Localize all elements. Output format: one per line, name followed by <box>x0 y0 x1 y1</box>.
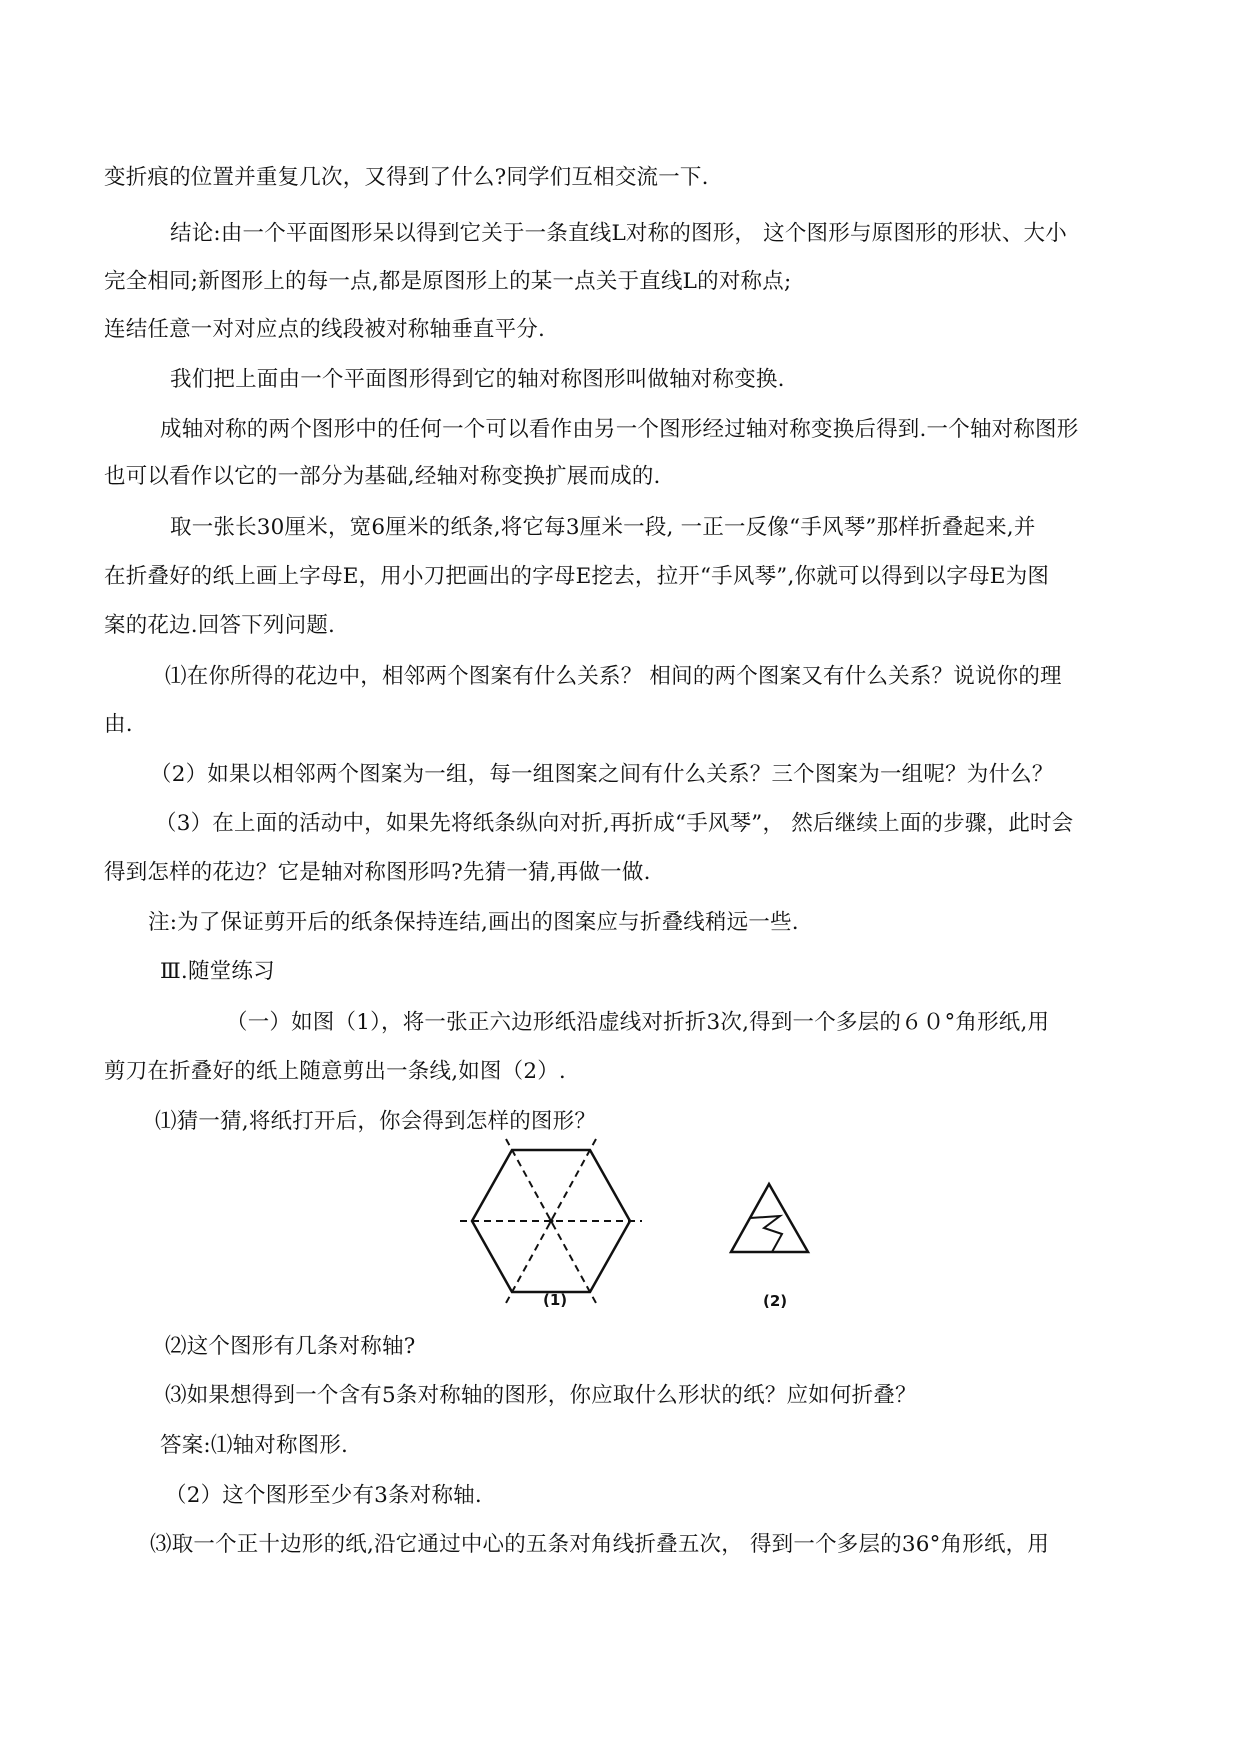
hexagon-center-point <box>549 1219 554 1224</box>
paragraph-line: ⑶如果想得到一个含有5条对称轴的图形，你应取什么形状的纸？应如何折叠？ <box>165 1383 917 1408</box>
paragraph-line: ⑶取一个正十边形的纸,沿它通过中心的五条对角线折叠五次， 得到一个多层的36°角形纸，用 <box>150 1532 1050 1557</box>
paragraph-line: （2）这个图形至少有3条对称轴. <box>165 1483 482 1508</box>
paragraph-line: 答案:⑴轴对称图形. <box>160 1433 349 1458</box>
paragraph-line: 取一张长30厘米，宽6厘米的纸条,将它每3厘米一段, 一正一反像“手风琴”那样折叠起来,并 <box>170 515 1036 540</box>
paragraph-line: 成轴对称的两个图形中的任何一个可以看作由另一个图形经过轴对称变换后得到.一个轴对称图形 <box>160 417 1079 442</box>
paragraph-line: 我们把上面由一个平面图形得到它的轴对称图形叫做轴对称变换. <box>170 367 785 392</box>
triangle-outline <box>731 1184 808 1252</box>
hexagon-figure <box>460 1138 660 1308</box>
triangle-drawing <box>728 1180 818 1270</box>
hexagon-drawing <box>460 1138 660 1308</box>
paragraph-line: 在折叠好的纸上画上字母E，用小刀把画出的字母E挖去，拉开“手风琴”,你就可以得到以字母E为图 <box>104 564 1050 589</box>
zigzag-cut-line <box>750 1216 782 1252</box>
paragraph-line: （2）如果以相邻两个图案为一组，每一组图案之间有什么关系？三个图案为一组呢？为什么？ <box>150 762 1054 787</box>
figure-1-label: (1) <box>543 1291 568 1309</box>
paragraph-line: （一）如图（1），将一张正六边形纸沿虚线对折折3次,得到一个多层的６０°角形纸,用 <box>226 1010 1050 1035</box>
paragraph-line: 也可以看作以它的一部分为基础,经轴对称变换扩展而成的. <box>104 464 661 489</box>
paragraph-line: ⑵这个图形有几条对称轴? <box>165 1334 416 1359</box>
paragraph-line: ⑴在你所得的花边中，相邻两个图案有什么关系？ 相间的两个图案又有什么关系？说说你的理 <box>165 664 1062 689</box>
paragraph-line: 连结任意一对对应点的线段被对称轴垂直平分. <box>104 317 546 342</box>
paragraph-line: 结论:由一个平面图形呆以得到它关于一条直线L对称的图形， 这个图形与原图形的形状、大小 <box>170 221 1067 246</box>
paragraph-line: 剪刀在折叠好的纸上随意剪出一条线,如图（2）. <box>104 1059 566 1084</box>
paragraph-line: ⑴猜一猜,将纸打开后，你会得到怎样的图形？ <box>155 1109 597 1134</box>
paragraph-line: 得到怎样的花边？它是轴对称图形吗?先猜一猜,再做一做. <box>104 860 651 885</box>
paragraph-line: 由. <box>104 712 133 737</box>
paragraph-line: 完全相同;新图形上的每一点,都是原图形上的某一点关于直线L的对称点; <box>104 269 792 294</box>
figure-2-label: (2) <box>763 1292 788 1310</box>
folded-triangle-figure <box>728 1180 818 1270</box>
section-heading: Ⅲ.随堂练习 <box>160 959 275 984</box>
paragraph-line: 注:为了保证剪开后的纸条保持连结,画出的图案应与折叠线稍远一些. <box>148 910 799 935</box>
paragraph-line: （3）在上面的活动中，如果先将纸条纵向对折,再折成“手风琴”， 然后继续上面的步骤，此时会 <box>155 811 1074 836</box>
paragraph-line: 案的花边.回答下列问题. <box>104 613 336 638</box>
paragraph-line: 变折痕的位置并重复几次，又得到了什么?同学们互相交流一下. <box>104 165 709 190</box>
